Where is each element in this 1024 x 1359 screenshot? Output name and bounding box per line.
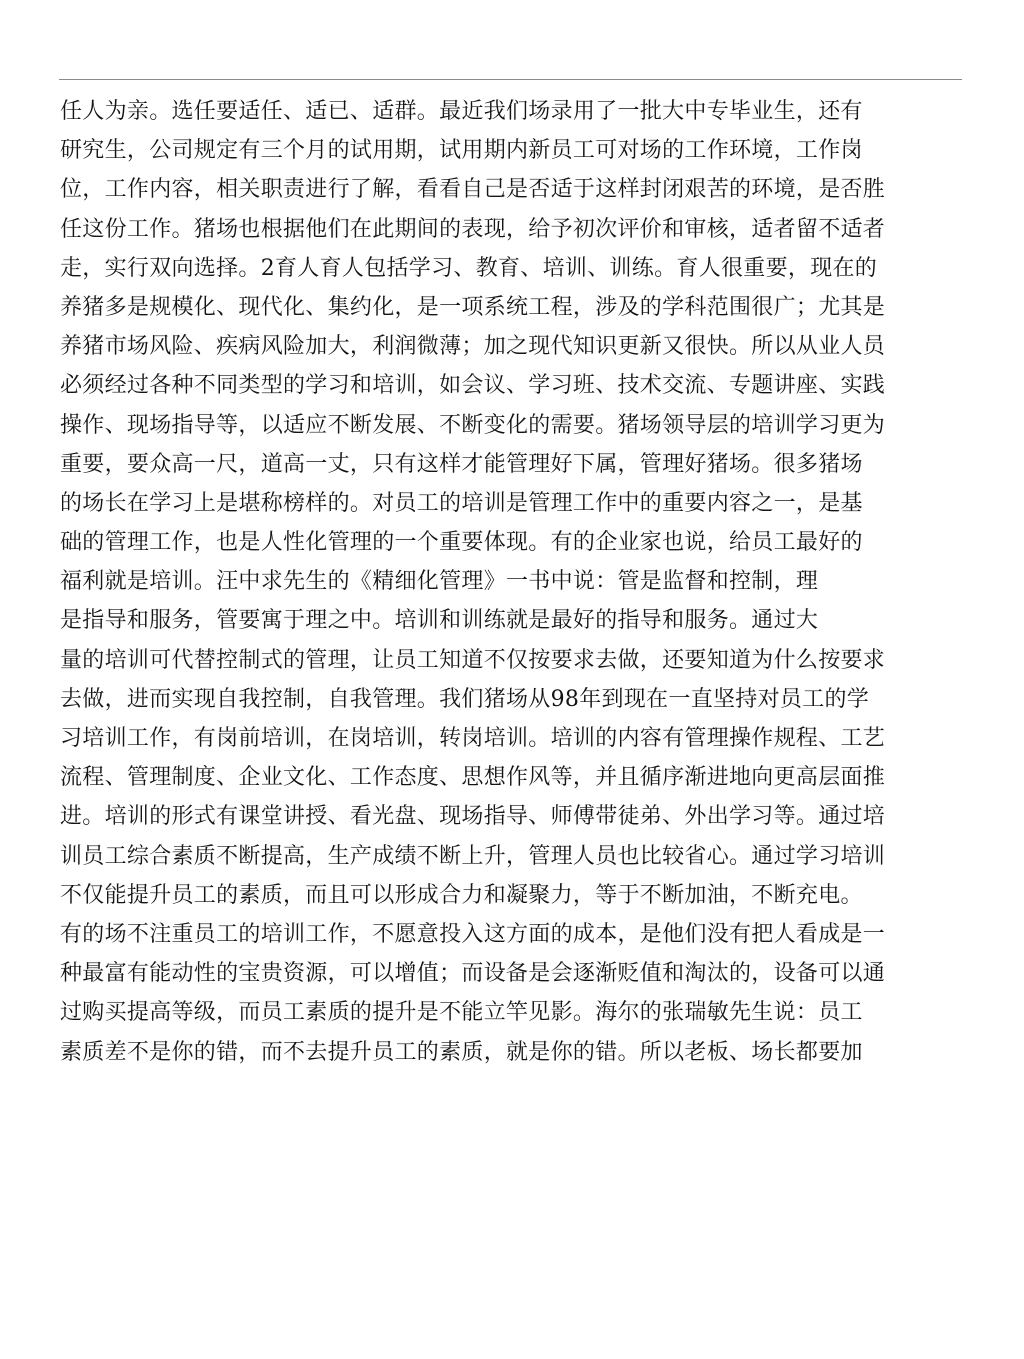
text-line: 任人为亲。选任要适任、适已、适群。最近我们场录用了一批大中专毕业生，还有: [60, 99, 863, 124]
text-line: 养猪市场风险、疾病风险加大，利润微薄；加之现代知识更新又很快。所以从业人员: [60, 334, 886, 360]
text-line: 操作、现场指导等，以适应不断发展、不断变化的需要。猪场领导层的培训学习更为: [60, 412, 886, 438]
text-line: 是指导和服务，管要寓于理之中。培训和训练就是最好的指导和服务。通过大: [60, 608, 819, 634]
text-line: 去做，进而实现自我控制，自我管理。我们猪场从98年到现在一直坚持对员工的学: [60, 686, 870, 712]
body-text: [60, 92, 940, 1072]
text-line: 研究生，公司规定有三个月的试用期，试用期内新员工可对场的工作环境，工作岗: [60, 138, 863, 164]
text-line: 任这份工作。猪场也根据他们在此期间的表现，给予初次评价和审核，适者留不适者: [60, 216, 886, 242]
header-rule: [59, 79, 962, 80]
text-line: 不仅能提升员工的素质，而且可以形成合力和凝聚力，等于不断加油，不断充电。: [60, 882, 863, 908]
text-line: 过购买提高等级，而员工素质的提升是不能立竿见影。海尔的张瑞敏先生说：员工: [60, 1000, 863, 1026]
text-line: 福利就是培训。汪中求先生的《精细化管理》一书中说：管是监督和控制，理: [60, 569, 819, 595]
text-line: 重要，要众高一尺，道高一丈，只有这样才能管理好下属，管理好猪场。很多猪场: [60, 451, 863, 477]
text-line: 础的管理工作，也是人性化管理的一个重要体现。有的企业家也说，给员工最好的: [60, 530, 863, 556]
text-line: 流程、管理制度、企业文化、工作态度、思想作风等，并且循序渐进地向更高层面推: [60, 765, 886, 791]
text-line: 走，实行双向选择。2育人育人包括学习、教育、培训、训练。育人很重要，现在的: [60, 255, 878, 281]
text-line: 位，工作内容，相关职责进行了解，看看自己是否适于这样封闭艰苦的环境，是否胜: [60, 177, 886, 203]
text-line: 量的培训可代替控制式的管理，让员工知道不仅按要求去做，还要知道为什么按要求: [60, 647, 886, 673]
text-line: 习培训工作，有岗前培训，在岗培训，转岗培训。培训的内容有管理操作规程、工艺: [60, 726, 886, 751]
text-line: 有的场不注重员工的培训工作，不愿意投入这方面的成本，是他们没有把人看成是一: [60, 921, 886, 947]
text-line: 养猪多是规模化、现代化、集约化，是一项系统工程，涉及的学科范围很广；尤其是: [60, 294, 886, 320]
text-line: 的场长在学习上是堪称榜样的。对员工的培训是管理工作中的重要内容之一，是基: [60, 490, 863, 516]
text-line: 进。培训的形式有课堂讲授、看光盘、现场指导、师傅带徒弟、外出学习等。通过培: [60, 804, 886, 830]
text-line: 训员工综合素质不断提高，生产成绩不断上升，管理人员也比较省心。通过学习培训: [60, 843, 886, 869]
text-line: 素质差不是你的错，而不去提升员工的素质，就是你的错。所以老板、场长都要加: [60, 1039, 863, 1065]
text-line: 必须经过各种不同类型的学习和培训，如会议、学习班、技术交流、专题讲座、实践: [60, 373, 886, 399]
text-line: 种最富有能动性的宝贵资源，可以增值；而设备是会逐渐贬值和淘汰的，设备可以通: [60, 961, 886, 987]
